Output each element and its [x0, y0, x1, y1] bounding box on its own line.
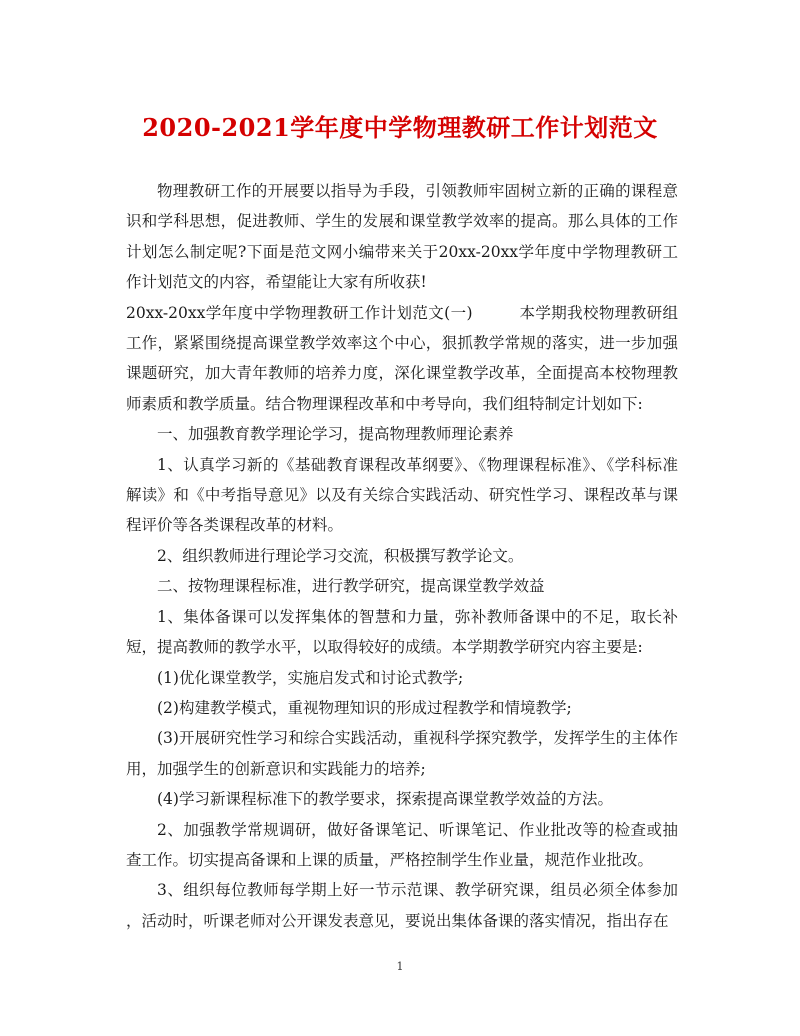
paragraph-item: 1、认真学习新的《基础教育课程改革纲要》、《物理课程标准》、《学科标准解读》和《中考指导意见》以及有关综合实践活动、研究性学习、课程改革与课程评价等各类课程改革的材料。: [126, 455, 678, 535]
paragraph-subitem: (2)构建教学模式，重视物理知识的形成过程教学和情境教学;: [157, 698, 572, 717]
section-body-text: 本学期我校物理教研组工作，紧紧围绕提高课堂教学效率这个中心，狠抓教学常规的落实，进一步加强课题研究，加大青年教师的培养力度，深化课堂教学改革，全面提高本校物理教师素质和教学质量。结合物理课程改革和中考导向，我们组特制定计划如下:: [126, 303, 678, 413]
paragraph-heading-1: 一、加强教育教学理论学习，提高物理教师理论素养: [157, 425, 514, 444]
paragraph-item: 1、集体备课可以发挥集体的智慧和力量，弥补教师备课中的不足，取长补短，提高教师的教学水平，以取得较好的成绩。本学期教学研究内容主要是:: [126, 607, 678, 657]
paragraph-item: 2、组织教师进行理论学习交流，积极撰写教学论文。: [157, 546, 524, 565]
paragraph-heading-2: 二、按物理课程标准，进行教学研究，提高课堂教学效益: [157, 577, 545, 596]
paragraph-section-heading: [126, 298, 678, 420]
paragraph-item: 3、组织每位教师每学期上好一节示范课、教学研究课，组员必须全体参加，活动时，听课老师对公开课发表意见，要说出集体备课的落实情况，指出存在: [126, 881, 678, 930]
paragraph-intro: 物理教研工作的开展要以指导为手段，引领教师牢固树立新的正确的课程意识和学科思想，促进教师、学生的发展和课堂教学效率的提高。那么具体的工作计划怎么制定呢?下面是范文网小编带来关于20xx-20xx学年度中学物理教研工作计划范文的内容，希望能让大家有所收获!: [126, 182, 678, 292]
paragraph-item: 2、加强教学常规调研，做好备课笔记、听课笔记、作业批改等的检查或抽查工作。切实提高备课和上课的质量，严格控制学生作业量，规范作业批改。: [126, 820, 678, 869]
document-title: 2020-2021学年度中学物理教研工作计划范文: [142, 113, 658, 142]
paragraph-subitem: (3)开展研究性学习和综合实践活动，重视科学探究教学，发挥学生的主体作用，加强学生的创新意识和实践能力的培养;: [126, 729, 678, 778]
document-body: [126, 176, 678, 936]
page-number: 1: [396, 960, 404, 973]
section-lead-text: 20xx-20xx学年度中学物理教研工作计划范文(一): [126, 303, 473, 322]
paragraph-subitem: (4)学习新课程标准下的教学要求，探索提高课堂教学效益的方法。: [157, 790, 613, 809]
paragraph-subitem: (1)优化课堂教学，实施启发式和讨论式教学;: [157, 668, 464, 687]
